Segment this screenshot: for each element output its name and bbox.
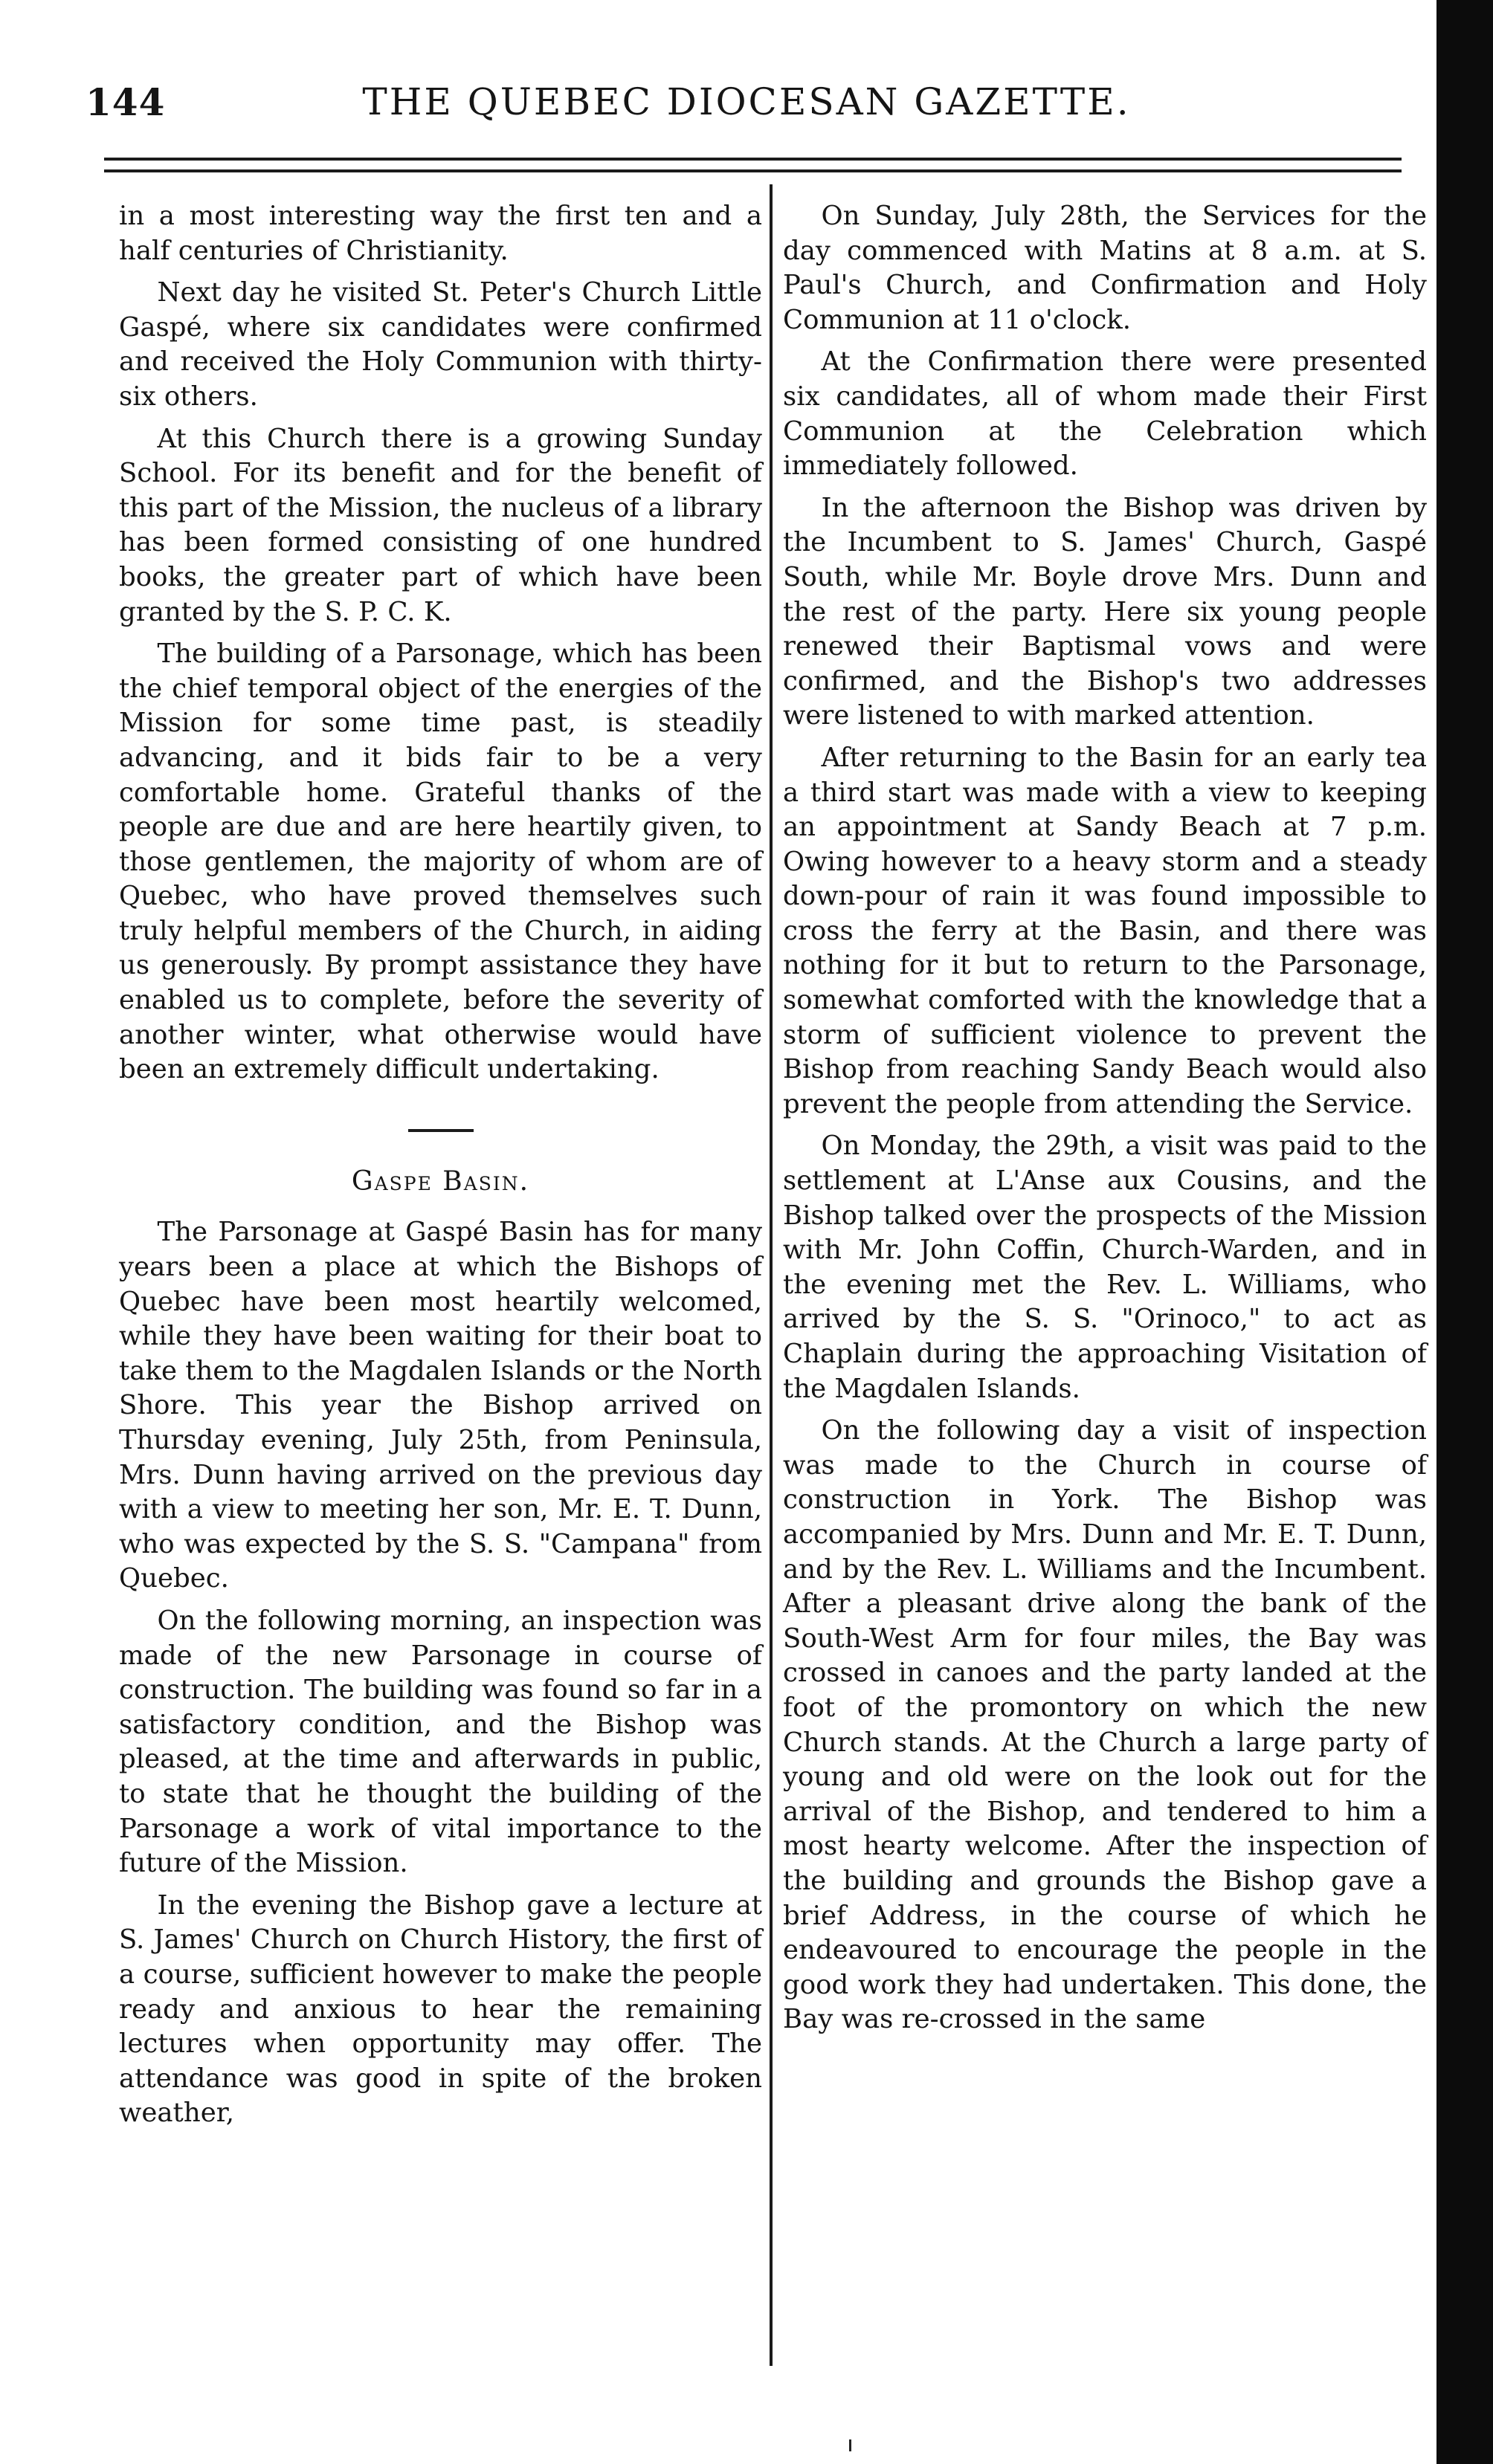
paragraph: On the following morning, an inspection was made of the new Parsonage in course of construction. The building was found so far in a satisfactory condition, and the Bishop was pleased, at the time and afterwards in public, to state that he thought the building of the Parsonage a work of vital importance to the future of the Mission.: [119, 1605, 762, 1879]
scan-edge-shadow: [1436, 0, 1493, 2464]
paragraph: At this Church there is a growing Sunday School. For its benefit and for the benefit of this part of the Mission, the nucleus of a library has been formed consisting of one hundred books, the greater part of which have been granted by the S. P. C. K.: [119, 423, 762, 627]
left-column: [119, 199, 762, 2131]
running-title: THE QUEBEC DIOCESAN GAZETTE.: [362, 80, 1131, 123]
paragraph: After returning to the Basin for an early tea a third start was made with a view to keeping an appointment at Sandy Beach at 7 p.m. Owing however to a heavy storm and a steady down-pour of rain it was found impossible to cross the ferry at the Basin, and there was nothing for it but to return to the Parsonage, somewhat comforted with the knowledge that a storm of sufficient violence to prevent the Bishop from reaching Sandy Beach would also prevent the people from attending the Service.: [783, 742, 1427, 1119]
header-rule-bottom: [104, 169, 1402, 172]
paragraph: In the afternoon the Bishop was driven by the Incumbent to S. James' Church, Gaspé South, while Mr. Boyle drove Mrs. Dunn and the rest of the party. Here six young people renewed their Baptismal vows and were confirmed, and the Bishop's two addresses were listened to with marked attention.: [783, 492, 1427, 731]
paragraph: The Parsonage at Gaspé Basin has for many years been a place at which the Bishops of Quebec have been most heartily welcomed, while they have been waiting for their boat to take them to the Magdalen Islands or the North Shore. This year the Bishop arrived on Thursday evening, July 25th, from Peninsula, Mrs. Dunn having arrived on the previous day with a view to meeting her son, Mr. E. T. Dunn, who was expected by the S. S. "Campana" from Quebec.: [119, 1217, 762, 1594]
paragraph: On Sunday, July 28th, the Services for the day commenced with Matins at 8 a.m. at S. Paul's Church, and Confirmation and Holy Communion at 11 o'clock.: [783, 201, 1427, 335]
paragraph: in a most interesting way the first ten and a half centuries of Christianity.: [119, 201, 762, 266]
header-rule-top: [104, 158, 1402, 161]
column-divider: [770, 184, 773, 2366]
paragraph: On Monday, the 29th, a visit was paid to the settlement at L'Anse aux Cousins, and the Bishop talked over the prospects of the Mission with Mr. John Coffin, Church-Warden, and in the evening met the Rev. L. Williams, who arrived by the S. S. "Orinoco," to act as Chaplain during the approaching Visitation of the Magdalen Islands.: [783, 1131, 1427, 1404]
right-column: [783, 199, 1427, 2037]
paragraph: On the following day a visit of inspection was made to the Church in course of construction in York. The Bishop was accompanied by Mrs. Dunn and Mr. E. T. Dunn, and by the Rev. L. Williams and the Incumbent. After a pleasant drive along the bank of the South-West Arm for four miles, the Bay was crossed in canoes and the party landed at the foot of the promontory on which the new Church stands. At the Church a large party of young and old were on the look out for the arrival of the Bishop, and tendered to him a most hearty welcome. After the inspection of the building and grounds the Bishop gave a brief Address, in the course of which he endeavoured to encourage the people in the good work they had undertaken. This done, the Bay was re-crossed in the same: [783, 1415, 1427, 2035]
page-number: 144: [86, 80, 166, 124]
section-heading: Gaspe Basin.: [351, 1165, 530, 1197]
paragraph: The building of a Parsonage, which has been the chief temporal object of the energies of the Mission for some time past, is steadily advancing, and it bids fair to be a very comfortable home. Grateful thanks of the people are due and are here heartily given, to those gentlemen, the majority of whom are of Quebec, who have proved themselves such truly helpful members of the Church, in aiding us generously. By prompt assistance they have enabled us to complete, before the severity of another winter, what otherwise would have been an extremely difficult undertaking.: [119, 638, 762, 1085]
section-divider: [408, 1129, 474, 1132]
paragraph: In the evening the Bishop gave a lecture at S. James' Church on Church History, the first of a course, sufficient however to make the people ready and anxious to hear the remaining lectures when opportunity may offer. The attendance was good in spite of the broken weather,: [119, 1889, 762, 2129]
paragraph: Next day he visited St. Peter's Church Little Gaspé, where six candidates were confirmed and received the Holy Communion with thirty-six others.: [119, 277, 762, 412]
print-mark: [849, 2439, 851, 2451]
paragraph: At the Confirmation there were presented six candidates, all of whom made their First Communion at the Celebration which immediately followed.: [783, 346, 1427, 482]
